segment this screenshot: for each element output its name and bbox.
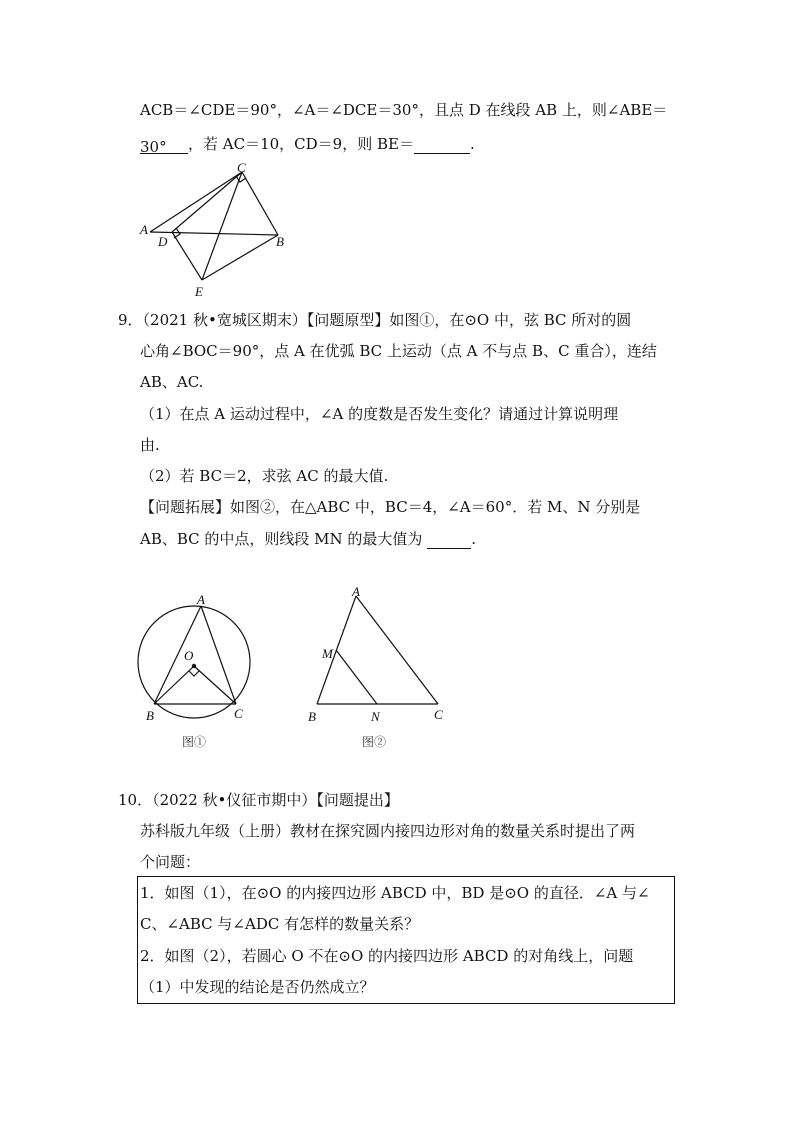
- q9-line5: 由.: [140, 436, 160, 454]
- q9-line8: AB、BC 的中点，则线段 MN 的最大值为 .: [140, 530, 476, 548]
- q8-empty-blank: [414, 137, 470, 154]
- q9-head: 9．（2021 秋•宽城区期末）【问题原型】如图①，在⊙O 中，弦 BC 所对的圆: [118, 311, 632, 329]
- q8-line1: ACB＝∠CDE＝90°，∠A＝∠DCE＝30°，且点 D 在线段 AB 上，则∠ABE＝: [140, 101, 668, 119]
- q9-figure-1: [130, 590, 260, 755]
- fig8-label-b: B: [276, 234, 284, 249]
- fig8-label-e: E: [195, 284, 203, 299]
- q10-box-line3: 2．如图（2），若圆心 O 不在⊙O 的内接四边形 ABCD 的对角线上，问题: [140, 947, 634, 965]
- fig2-label-n: N: [371, 709, 380, 724]
- q10-head: 10．（2022 秋•仪征市期中）【问题提出】: [118, 791, 399, 809]
- fig8-label-d: D: [158, 234, 168, 249]
- q9-line6: （2）若 BC＝2，求弦 AC 的最大值.: [140, 467, 389, 485]
- q9-answer-blank: [427, 532, 471, 549]
- q10-line3: 个问题：: [140, 853, 201, 871]
- q8-figure: [130, 160, 300, 300]
- q9-figure-2: [300, 584, 460, 754]
- q10-line2: 苏科版九年级（上册）教材在探究圆内接四边形对角的数量关系时提出了两: [140, 822, 636, 840]
- q10-box-line4: （1）中发现的结论是否仍然成立？: [140, 978, 375, 996]
- fig8-label-a: A: [140, 222, 148, 237]
- q10-box-line2: C、∠ABC 与∠ADC 有怎样的数量关系？: [140, 915, 420, 933]
- q9-line7: 【问题拓展】如图②，在△ABC 中，BC＝4，∠A＝60°．若 M、N 分别是: [140, 498, 641, 516]
- fig2-label-a: A: [352, 584, 360, 599]
- fig8-label-c: C: [237, 160, 246, 175]
- fig2-label-c: C: [434, 707, 443, 722]
- fig1-label-b: B: [146, 708, 154, 723]
- fig1-label-o: O: [184, 648, 194, 663]
- fig2-label-b: B: [308, 709, 316, 724]
- q8-line2: 30° ，若 AC＝10，CD＝9，则 BE＝ .: [140, 135, 475, 156]
- q9-line2: 心角∠BOC＝90°，点 A 在优弧 BC 上运动（点 A 不与点 B、C 重合），连结: [140, 342, 657, 360]
- fig1-label-c: C: [234, 706, 243, 721]
- q9-line4: （1）在点 A 运动过程中，∠A 的度数是否发生变化？请通过计算说明理: [140, 405, 619, 423]
- q10-box-line1: 1．如图（1），在⊙O 的内接四边形 ABCD 中，BD 是⊙O 的直径．∠A 与∠: [140, 884, 650, 902]
- fig1-caption: 图①: [182, 735, 207, 749]
- fig2-label-m: M: [322, 646, 333, 661]
- fig2-caption: 图②: [362, 735, 387, 749]
- q8-answer-blank: 30°: [140, 137, 188, 154]
- center-point: [192, 664, 196, 668]
- q9-line3: AB、AC.: [140, 373, 204, 391]
- fig1-label-a: A: [197, 592, 205, 607]
